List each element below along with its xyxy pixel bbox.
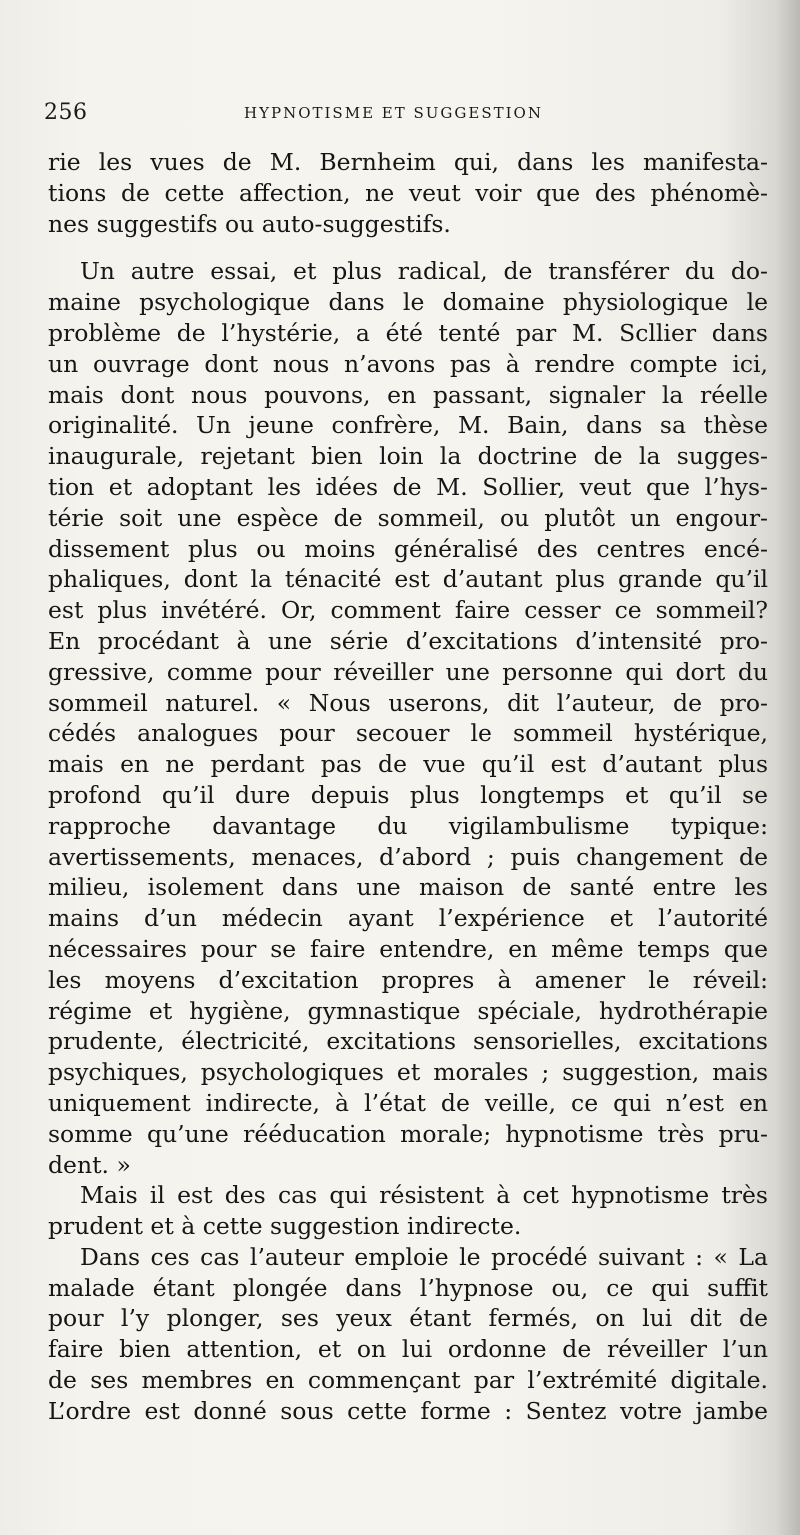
text-line: En procédant à une série d’excitations d’intensité pro- (48, 626, 768, 655)
paragraph-1 (48, 147, 768, 239)
text-line: maine psychologique dans le domaine physiologique le (48, 288, 768, 317)
text-line: prudent et à cette suggestion indirecte. (48, 1212, 522, 1241)
text-line: de ses membres en commençant par l’extrémité digitale. (48, 1366, 768, 1395)
text-line: somme qu’une rééducation morale; hypnotisme très pru- (48, 1119, 768, 1148)
text-line: uniquement indirecte, à l’état de veille, ce qui n’est en (48, 1088, 768, 1117)
text-line: profond qu’il dure depuis plus longtemps et qu’il se (48, 780, 768, 809)
text-line: avertissements, menaces, d’abord ; puis changement de (48, 842, 768, 871)
text-line: régime et hygiène, gymnastique spéciale, hydrothérapie (48, 996, 768, 1025)
text-line: gressive, comme pour réveiller une personne qui dort du (48, 657, 768, 686)
text-line: problème de l’hystérie, a été tenté par M. Scllier dans (48, 318, 768, 347)
text-line: dent. » (48, 1150, 131, 1179)
paragraph-3 (48, 1180, 768, 1242)
text-line: est plus invétéré. Or, comment faire cesser ce sommeil? (48, 596, 768, 625)
text-line: pour l’y plonger, ses yeux étant fermés, on lui dit de (48, 1304, 768, 1333)
page-number: 256 (44, 100, 88, 125)
text-line: mais dont nous pouvons, en passant, signaler la réelle (48, 380, 768, 409)
text-line: L’ordre est donné sous cette forme : Sentez votre jambe (48, 1396, 768, 1425)
text-line: les moyens d’excitation propres à amener le réveil: (48, 965, 768, 994)
text-line: un ouvrage dont nous n’avons pas à rendre compte ici, (48, 349, 768, 378)
text-line: nes suggestifs ou auto-suggestifs. (48, 209, 451, 238)
running-head: HYPNOTISME ET SUGGESTION (244, 104, 543, 122)
text-line: térie soit une espèce de sommeil, ou plutôt un engour- (48, 503, 768, 532)
text-line: rie les vues de M. Bernheim qui, dans les manifesta- (48, 148, 768, 176)
text-line: psychiques, psychologiques et morales ; suggestion, mais (48, 1058, 768, 1087)
text-line: mains d’un médecin ayant l’expérience et l’autorité (48, 904, 768, 933)
text-line: malade étant plongée dans l’hypnose ou, ce qui suffit (48, 1273, 768, 1302)
text-line: tion et adoptant les idées de M. Sollier, veut que l’hys- (48, 472, 768, 501)
text-line: inaugurale, rejetant bien loin la doctrine de la sugges- (48, 442, 768, 471)
paragraph-4 (48, 1242, 768, 1427)
text-line: prudente, électricité, excitations sensorielles, excitations (48, 1027, 768, 1056)
text-line: Un autre essai, et plus radical, de transférer du do- (80, 257, 768, 286)
text-line: rapproche davantage du vigilambulisme typique: (48, 811, 768, 840)
text-line: dissement plus ou moins généralisé des centres encé- (48, 534, 768, 563)
text-line: mais en ne perdant pas de vue qu’il est d’autant plus (48, 750, 768, 779)
text-line: nécessaires pour se faire entendre, en même temps que (48, 934, 768, 963)
text-line: Mais il est des cas qui résistent à cet hypnotisme très (80, 1181, 768, 1210)
text-line: faire bien attention, et on lui ordonne de réveiller l’un (48, 1335, 768, 1364)
text-line: sommeil naturel. « Nous userons, dit l’auteur, de pro- (48, 688, 768, 717)
page-header (44, 100, 764, 130)
text-line: milieu, isolement dans une maison de santé entre les (48, 873, 768, 902)
text-line: cédés analogues pour secouer le sommeil hystérique, (48, 719, 768, 748)
text-line: phaliques, dont la ténacité est d’autant plus grande qu’il (48, 565, 768, 594)
text-line: tions de cette affection, ne veut voir que des phénomè- (48, 178, 768, 207)
text-line: Dans ces cas l’auteur emploie le procédé suivant : « La (80, 1242, 768, 1271)
body-text (48, 147, 768, 1427)
paragraph-2 (48, 256, 768, 1180)
text-line: originalité. Un jeune confrère, M. Bain, dans sa thèse (48, 411, 768, 440)
